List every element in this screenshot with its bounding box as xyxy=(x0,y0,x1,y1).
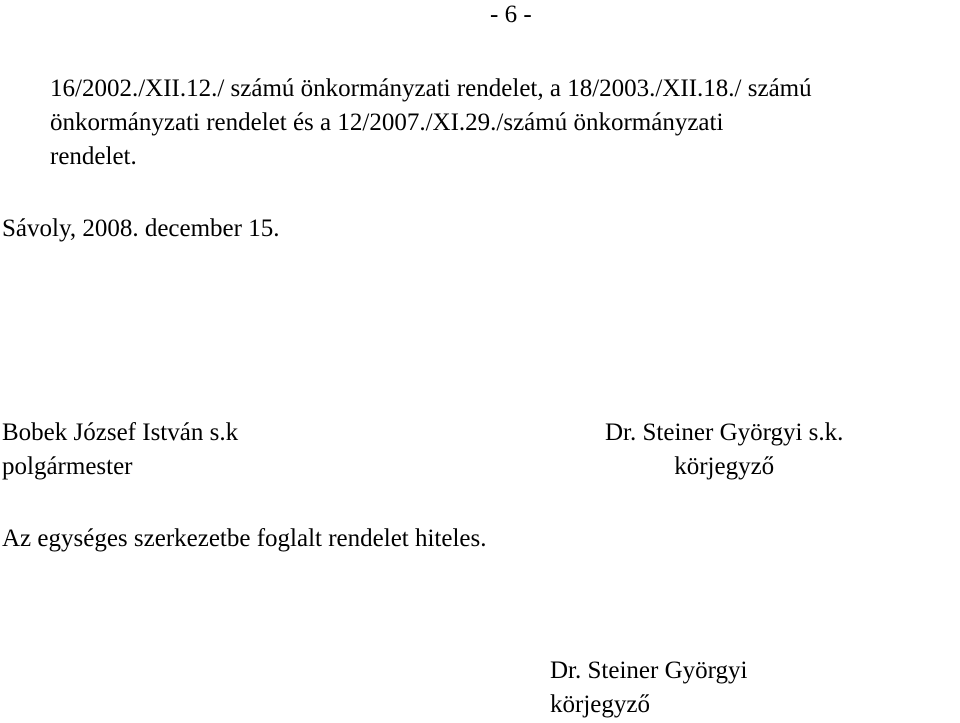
certification-statement: Az egységes szerkezetbe foglalt rendelet hiteles. xyxy=(2,525,487,552)
final-signature-title: körjegyző xyxy=(550,691,650,718)
signature-block-mayor xyxy=(2,416,238,484)
intro-line-3: rendelet. xyxy=(50,143,137,170)
intro-line-2: önkormányzati rendelet és a 12/2007./XI.29./számú önkormányzati xyxy=(50,109,724,136)
notary-title: körjegyző xyxy=(674,453,775,480)
intro-paragraph xyxy=(50,72,812,174)
page-number: - 6 - xyxy=(490,1,532,28)
intro-line-1: 16/2002./XII.12./ számú önkormányzati rendelet, a 18/2003./XII.18./ számú xyxy=(50,75,812,102)
final-signature-block xyxy=(550,654,747,722)
final-signature-name: Dr. Steiner Györgyi xyxy=(550,657,748,684)
mayor-name: Bobek József István s.k xyxy=(2,419,239,446)
notary-name: Dr. Steiner Györgyi s.k. xyxy=(605,419,844,446)
place-date: Sávoly, 2008. december 15. xyxy=(2,215,280,242)
mayor-title: polgármester xyxy=(2,453,133,480)
signature-block-notary xyxy=(605,416,843,484)
